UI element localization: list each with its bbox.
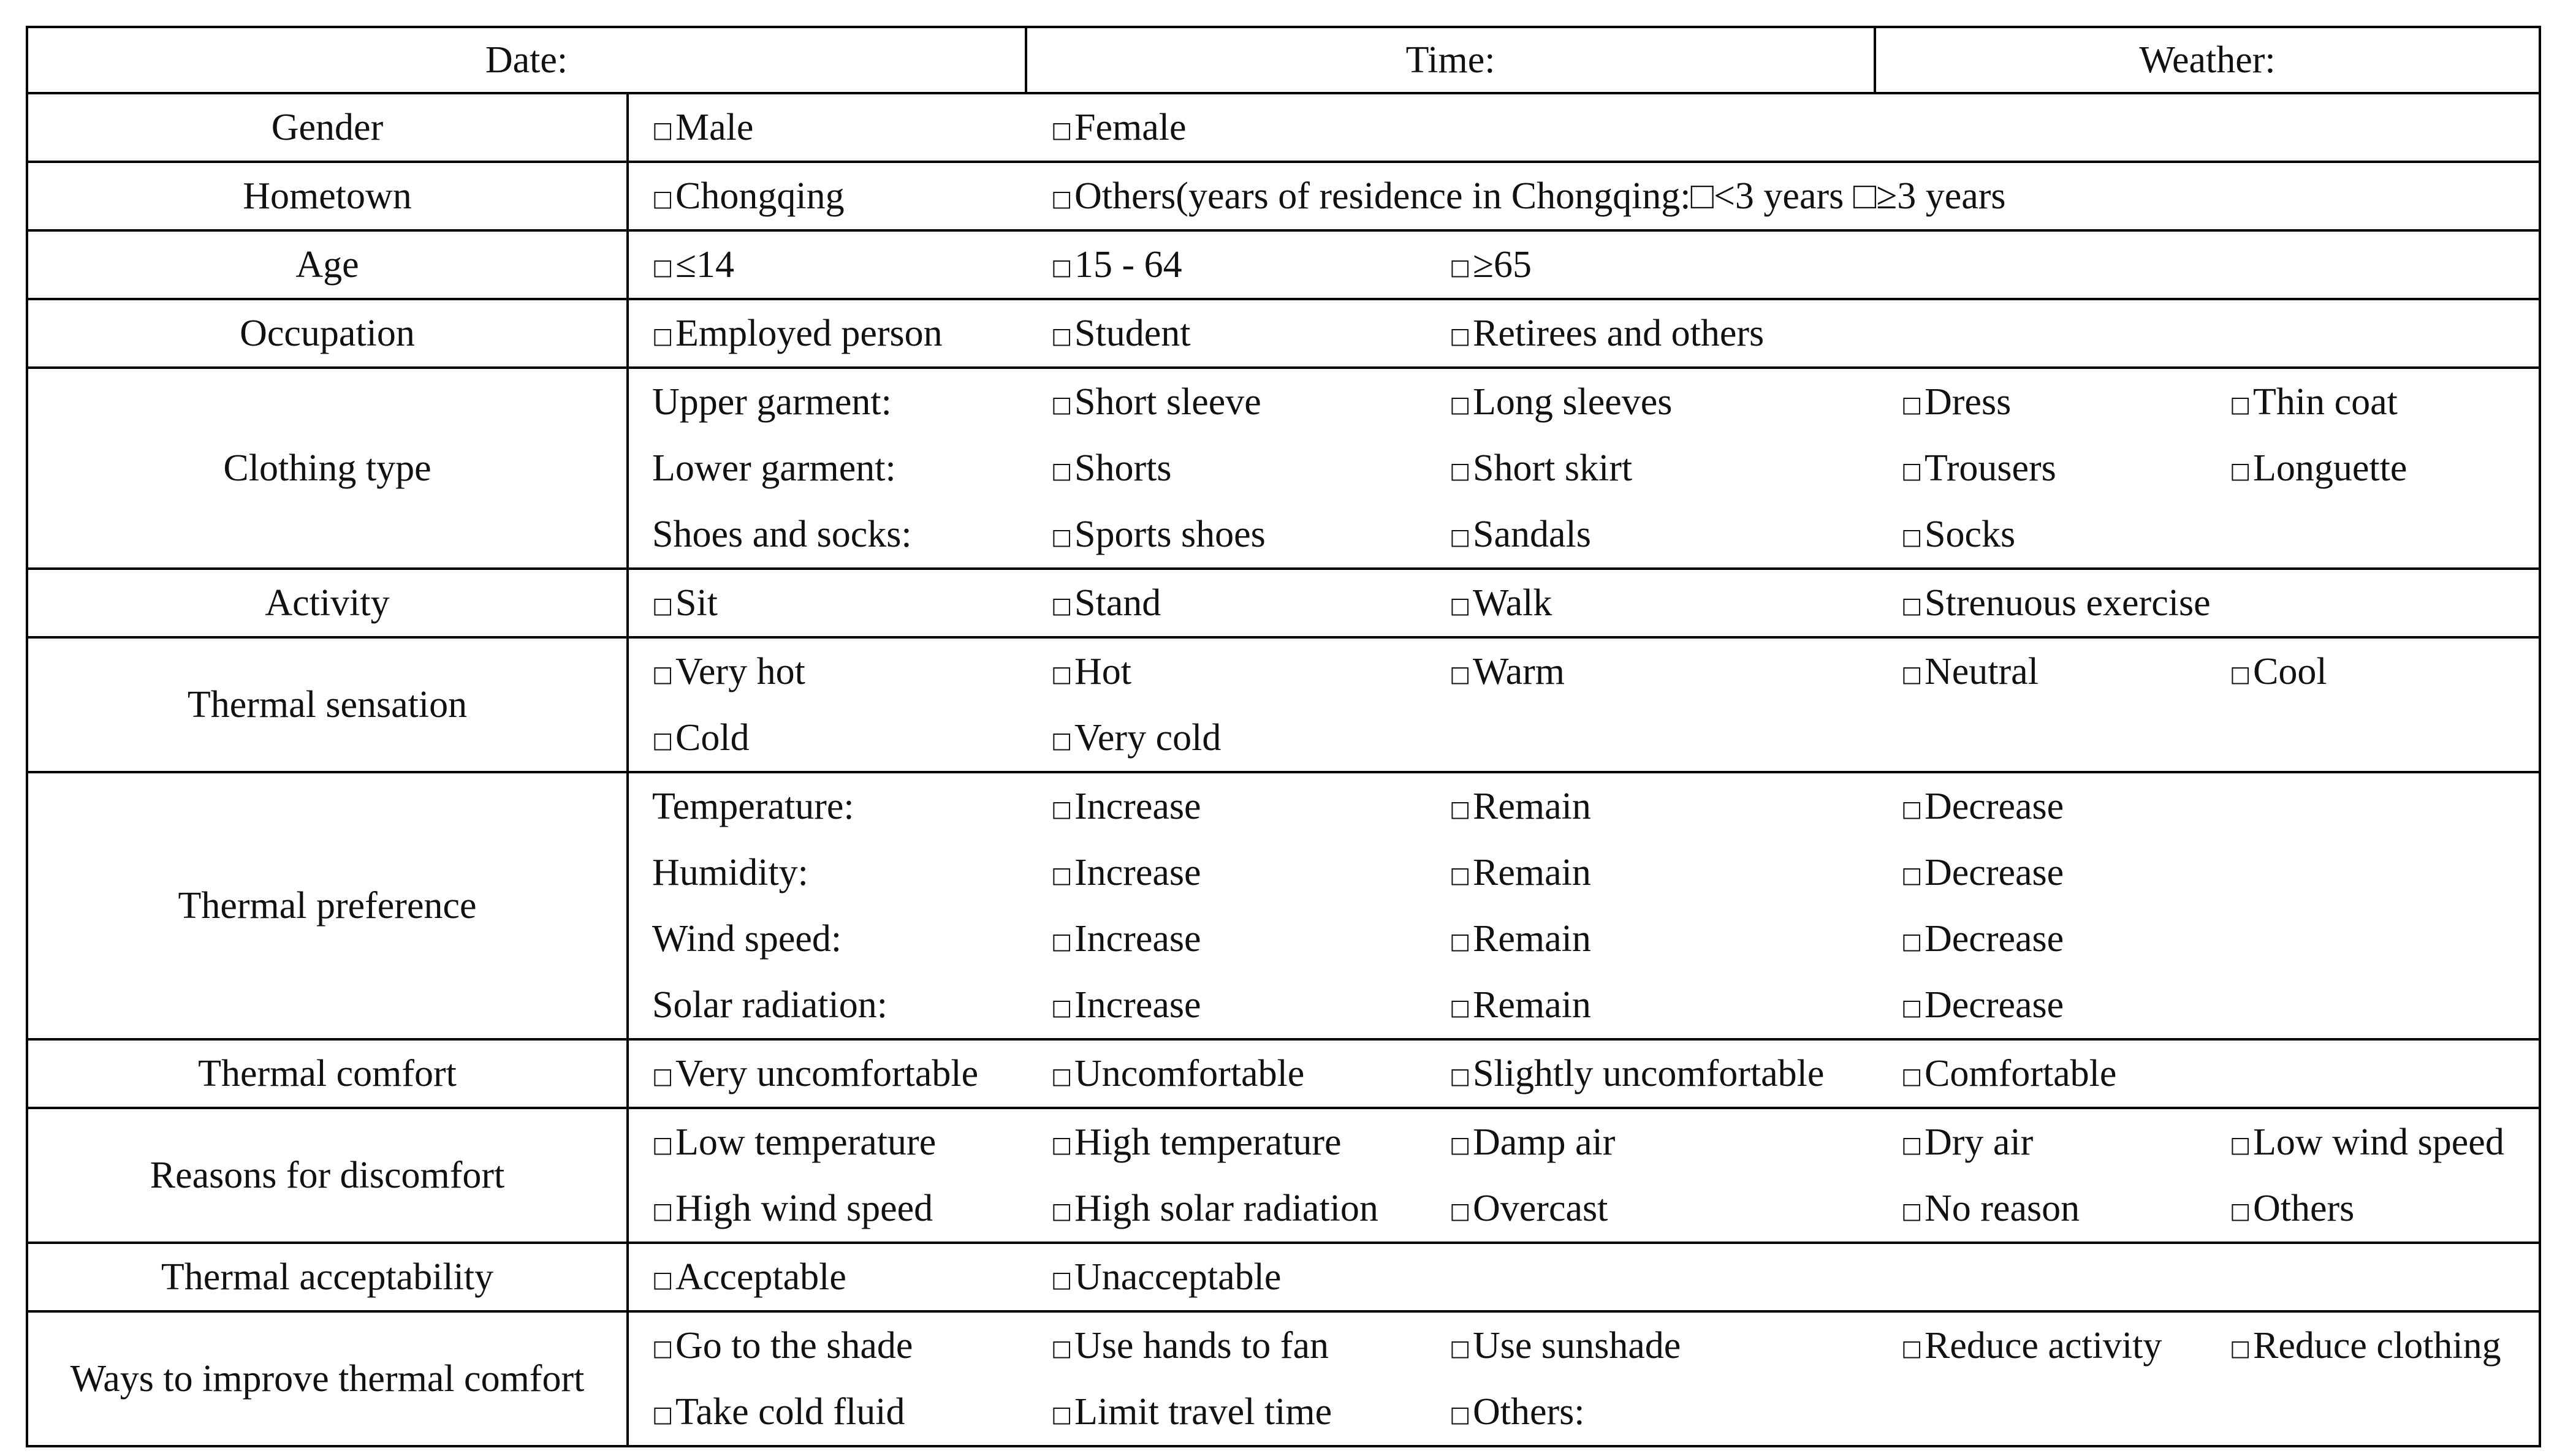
option-label: Cool (2253, 650, 2327, 692)
checkbox-option[interactable] (1878, 1187, 2206, 1230)
checkbox-option[interactable] (1028, 785, 1426, 828)
checkbox-option[interactable] (1028, 1324, 1426, 1368)
options-cell (628, 368, 2540, 569)
checkbox-icon[interactable]: □ (652, 1335, 674, 1361)
checkbox-option[interactable] (1028, 917, 1426, 961)
option-label: Sandals (1473, 513, 1591, 555)
checkbox-option[interactable] (1028, 447, 1426, 490)
checkbox-option[interactable] (2206, 447, 2535, 490)
checkbox-option[interactable] (1878, 917, 2206, 961)
checkbox-option[interactable] (629, 1390, 1028, 1434)
sub-question-text: Solar radiation: (652, 984, 887, 1026)
option-label: Comfortable (1925, 1052, 2117, 1094)
checkbox-icon[interactable]: □ (652, 1267, 674, 1292)
checkbox-option[interactable] (1426, 1324, 1878, 1368)
sub-question-label (629, 785, 1028, 828)
question-label: Thermal sensation (27, 637, 628, 772)
checkbox-icon[interactable]: □ (1450, 1335, 1471, 1361)
checkbox-icon[interactable]: □ (1450, 1132, 1471, 1158)
checkbox-option[interactable] (1878, 650, 2206, 694)
checkbox-option[interactable] (629, 1052, 1028, 1096)
checkbox-icon[interactable]: □ (1051, 862, 1073, 888)
checkbox-icon[interactable]: □ (1051, 995, 1073, 1020)
checkbox-option[interactable] (2206, 1324, 2535, 1368)
checkbox-option[interactable] (1028, 175, 2535, 218)
checkbox-option[interactable] (1878, 513, 2206, 556)
checkbox-icon[interactable]: □ (1901, 593, 1923, 618)
options-line (629, 1244, 2539, 1310)
question-label: Age (27, 230, 628, 299)
checkbox-icon[interactable]: □ (1901, 1198, 1923, 1224)
checkbox-icon[interactable]: □ (1051, 458, 1073, 483)
option-label: Employed person (675, 312, 943, 354)
checkbox-option[interactable] (1028, 243, 1426, 287)
checkbox-option[interactable] (1878, 851, 2206, 895)
sub-question-text: Lower garment: (652, 447, 896, 489)
checkbox-icon[interactable]: □ (652, 1063, 674, 1089)
option-label: High wind speed (675, 1187, 933, 1229)
checkbox-option[interactable] (1878, 582, 2535, 625)
question-row (27, 772, 2540, 1039)
options-line (629, 1175, 2539, 1242)
question-row (27, 93, 2540, 162)
option-label: Take cold fluid (675, 1390, 905, 1433)
option-label: High temperature (1074, 1121, 1342, 1163)
options-line (629, 906, 2539, 972)
option-label: Short sleeve (1074, 381, 1261, 423)
option-label: Overcast (1473, 1187, 1608, 1229)
checkbox-icon[interactable]: □ (1450, 254, 1471, 280)
checkbox-icon[interactable]: □ (1051, 928, 1073, 954)
option-label: Student (1074, 312, 1191, 354)
checkbox-icon[interactable]: □ (1901, 995, 1923, 1020)
question-label: Thermal comfort (27, 1039, 628, 1108)
option-label: Others (2253, 1187, 2355, 1229)
options-line (629, 639, 2539, 705)
option-label: Decrease (1925, 851, 2064, 893)
checkbox-icon[interactable]: □ (2230, 392, 2251, 417)
question-label: Occupation (27, 299, 628, 368)
options-line (629, 369, 2539, 435)
checkbox-option[interactable] (629, 312, 1028, 355)
checkbox-icon[interactable]: □ (1051, 117, 1073, 143)
checkbox-option[interactable] (2206, 1121, 2535, 1164)
option-label: Dress (1925, 381, 2012, 423)
option-label: Cold (675, 716, 750, 759)
checkbox-option[interactable] (1028, 513, 1426, 556)
checkbox-icon[interactable]: □ (1901, 796, 1923, 822)
checkbox-option[interactable] (629, 716, 1028, 760)
option-label: Sit (675, 582, 718, 624)
checkbox-option[interactable] (1426, 1187, 1878, 1230)
option-label: Short skirt (1473, 447, 1633, 489)
checkbox-icon[interactable]: □ (652, 593, 674, 618)
checkbox-icon[interactable]: □ (1051, 796, 1073, 822)
checkbox-option[interactable] (1426, 1121, 1878, 1164)
checkbox-icon[interactable]: □ (1450, 1401, 1471, 1427)
checkbox-icon[interactable]: □ (1051, 323, 1073, 349)
checkbox-icon[interactable]: □ (1450, 862, 1471, 888)
sub-question-label (629, 513, 1028, 556)
checkbox-icon[interactable]: □ (1051, 661, 1073, 687)
option-label: Reduce activity (1925, 1324, 2162, 1367)
checkbox-option[interactable] (1426, 984, 1878, 1027)
sub-question-label (629, 381, 1028, 424)
checkbox-icon[interactable]: □ (652, 1198, 674, 1224)
checkbox-option[interactable] (1878, 1121, 2206, 1164)
options-cell (628, 162, 2540, 230)
options-cell (628, 637, 2540, 772)
question-label: Thermal preference (27, 772, 628, 1039)
checkbox-option[interactable] (1426, 582, 1878, 625)
checkbox-option[interactable] (1878, 381, 2206, 424)
options-line (629, 232, 2539, 298)
option-label: Strenuous exercise (1925, 582, 2211, 624)
option-label: ≥65 (1473, 243, 1532, 286)
option-label: ≤14 (675, 243, 735, 286)
checkbox-icon[interactable]: □ (1901, 862, 1923, 888)
sub-question-text: Upper garment: (652, 381, 892, 423)
checkbox-option[interactable] (1426, 1390, 1878, 1434)
checkbox-icon[interactable]: □ (2230, 1132, 2251, 1158)
question-label: Hometown (27, 162, 628, 230)
option-label: High solar radiation (1074, 1187, 1378, 1229)
option-label: Socks (1925, 513, 2016, 555)
checkbox-icon[interactable]: □ (1051, 1401, 1073, 1427)
checkbox-icon[interactable]: □ (1901, 458, 1923, 483)
question-row (27, 1039, 2540, 1108)
option-label: Longuette (2253, 447, 2407, 489)
checkbox-icon[interactable]: □ (652, 661, 674, 687)
checkbox-option[interactable] (1878, 984, 2206, 1027)
checkbox-option[interactable] (629, 106, 1028, 150)
checkbox-icon[interactable]: □ (1051, 1132, 1073, 1158)
checkbox-icon[interactable]: □ (652, 186, 674, 211)
option-label: Decrease (1925, 984, 2064, 1026)
question-row (27, 1311, 2540, 1446)
option-label: Increase (1074, 851, 1201, 893)
questionnaire-table (26, 26, 2541, 1447)
checkbox-icon[interactable]: □ (1450, 995, 1471, 1020)
question-row (27, 569, 2540, 637)
option-label: Go to the shade (675, 1324, 913, 1367)
checkbox-option[interactable] (2206, 1187, 2535, 1230)
options-cell (628, 93, 2540, 162)
option-label: Long sleeves (1473, 381, 1673, 423)
option-label: Stand (1074, 582, 1161, 624)
checkbox-option[interactable] (1426, 851, 1878, 895)
options-line (629, 300, 2539, 366)
option-label: Decrease (1925, 917, 2064, 960)
checkbox-option[interactable] (1028, 1256, 1426, 1299)
options-cell (628, 1108, 2540, 1243)
checkbox-option[interactable] (1878, 785, 2206, 828)
option-label: Reduce clothing (2253, 1324, 2501, 1367)
sub-question-text: Humidity: (652, 851, 808, 893)
option-label: Sports shoes (1074, 513, 1266, 555)
checkbox-icon[interactable]: □ (1901, 1132, 1923, 1158)
checkbox-icon[interactable]: □ (652, 1401, 674, 1427)
options-line (629, 570, 2539, 636)
checkbox-icon[interactable]: □ (1901, 524, 1923, 550)
option-label: Slightly uncomfortable (1473, 1052, 1825, 1094)
checkbox-option[interactable] (1028, 851, 1426, 895)
option-label: Dry air (1925, 1121, 2034, 1163)
option-label: Retirees and others (1473, 312, 1765, 354)
checkbox-option[interactable] (1028, 1052, 1426, 1096)
option-label: Chongqing (675, 175, 845, 217)
checkbox-icon[interactable]: □ (652, 727, 674, 753)
sub-question-label (629, 447, 1028, 490)
checkbox-option[interactable] (1028, 716, 1426, 760)
checkbox-option[interactable] (1878, 447, 2206, 490)
question-row (27, 637, 2540, 772)
question-label: Thermal acceptability (27, 1243, 628, 1311)
checkbox-icon[interactable]: □ (1051, 727, 1073, 753)
checkbox-icon[interactable]: □ (1901, 661, 1923, 687)
sub-question-text: Wind speed: (652, 917, 842, 960)
checkbox-icon[interactable]: □ (1051, 392, 1073, 417)
checkbox-icon[interactable]: □ (652, 254, 674, 280)
time-field[interactable]: Time: (1026, 27, 1875, 93)
checkbox-option[interactable] (629, 1121, 1028, 1164)
checkbox-icon[interactable]: □ (2230, 661, 2251, 687)
options-line (629, 705, 2539, 771)
checkbox-icon[interactable]: □ (1450, 928, 1471, 954)
options-cell (628, 772, 2540, 1039)
options-line (629, 840, 2539, 906)
checkbox-option[interactable] (2206, 650, 2535, 694)
checkbox-icon[interactable]: □ (1901, 392, 1923, 417)
option-label: Remain (1473, 984, 1591, 1026)
option-label: Walk (1473, 582, 1552, 624)
option-label: Acceptable (675, 1256, 846, 1298)
checkbox-icon[interactable]: □ (1450, 661, 1471, 687)
option-label: Very hot (675, 650, 805, 692)
checkbox-icon[interactable]: □ (652, 323, 674, 349)
options-line (629, 163, 2539, 229)
checkbox-option[interactable] (629, 1256, 1028, 1299)
option-label: Low wind speed (2253, 1121, 2504, 1163)
question-row (27, 162, 2540, 230)
options-line (629, 1313, 2539, 1379)
option-label: Hot (1074, 650, 1132, 692)
options-line (629, 1379, 2539, 1445)
question-label: Ways to improve thermal comfort (27, 1311, 628, 1446)
checkbox-option[interactable] (2206, 381, 2535, 424)
checkbox-icon[interactable]: □ (2230, 458, 2251, 483)
checkbox-icon[interactable]: □ (1051, 593, 1073, 618)
checkbox-icon[interactable]: □ (1450, 1063, 1471, 1089)
option-label: No reason (1925, 1187, 2080, 1229)
options-cell (628, 230, 2540, 299)
question-label: Activity (27, 569, 628, 637)
options-cell (628, 299, 2540, 368)
options-cell (628, 1243, 2540, 1311)
checkbox-option[interactable] (1426, 381, 1878, 424)
checkbox-option[interactable] (1426, 312, 2535, 355)
option-label: Remain (1473, 851, 1591, 893)
option-label: Thin coat (2253, 381, 2398, 423)
checkbox-icon[interactable]: □ (1450, 1198, 1471, 1224)
checkbox-icon[interactable]: □ (1051, 186, 1073, 211)
checkbox-icon[interactable]: □ (1901, 1063, 1923, 1089)
option-label: Increase (1074, 917, 1201, 960)
option-label: Male (675, 106, 754, 148)
option-label: Others(years of residence in Chongqing:□<3 years □≥3 years (1074, 175, 2006, 217)
checkbox-option[interactable] (1426, 243, 1878, 287)
checkbox-icon[interactable]: □ (652, 1132, 674, 1158)
options-cell (628, 1311, 2540, 1446)
question-label: Reasons for discomfort (27, 1108, 628, 1243)
option-label: Neutral (1925, 650, 2039, 692)
question-row (27, 299, 2540, 368)
sub-question-text: Temperature: (652, 785, 854, 827)
options-line (629, 435, 2539, 501)
checkbox-option[interactable] (629, 582, 1028, 625)
checkbox-option[interactable] (1878, 1324, 2206, 1368)
options-line (629, 501, 2539, 567)
sub-question-label (629, 984, 1028, 1027)
checkbox-option[interactable] (1028, 1390, 1426, 1434)
question-row (27, 1243, 2540, 1311)
option-label: Shorts (1074, 447, 1172, 489)
checkbox-option[interactable] (1426, 650, 1878, 694)
checkbox-option[interactable] (1878, 1052, 2206, 1096)
option-label: Very uncomfortable (675, 1052, 979, 1094)
checkbox-icon[interactable]: □ (1901, 1335, 1923, 1361)
sub-question-text: Shoes and socks: (652, 513, 912, 555)
option-label: Others: (1473, 1390, 1585, 1433)
option-label: Trousers (1925, 447, 2056, 489)
option-label: 15 - 64 (1074, 243, 1182, 286)
checkbox-icon[interactable]: □ (1450, 524, 1471, 550)
options-line (629, 972, 2539, 1038)
checkbox-icon[interactable]: □ (1450, 458, 1471, 483)
checkbox-option[interactable] (1028, 582, 1426, 625)
option-label: Use sunshade (1473, 1324, 1681, 1367)
header-row (27, 27, 2540, 93)
checkbox-icon[interactable]: □ (1051, 254, 1073, 280)
checkbox-icon[interactable]: □ (2230, 1198, 2251, 1224)
checkbox-icon[interactable]: □ (1450, 392, 1471, 417)
question-row (27, 1108, 2540, 1243)
checkbox-option[interactable] (1426, 785, 1878, 828)
question-row (27, 368, 2540, 569)
option-label: Low temperature (675, 1121, 937, 1163)
question-label: Clothing type (27, 368, 628, 569)
checkbox-option[interactable] (629, 243, 1028, 287)
options-cell (628, 569, 2540, 637)
option-label: Remain (1473, 917, 1591, 960)
options-line (629, 1041, 2539, 1107)
checkbox-icon[interactable]: □ (1051, 524, 1073, 550)
option-label: Use hands to fan (1074, 1324, 1329, 1367)
checkbox-icon[interactable]: □ (1051, 1335, 1073, 1361)
checkbox-option[interactable] (1028, 1121, 1426, 1164)
checkbox-icon[interactable]: □ (1051, 1267, 1073, 1292)
question-row (27, 230, 2540, 299)
checkbox-icon[interactable]: □ (1450, 593, 1471, 618)
checkbox-icon[interactable]: □ (1051, 1063, 1073, 1089)
option-label: Unacceptable (1074, 1256, 1282, 1298)
options-line (629, 773, 2539, 840)
option-label: Female (1074, 106, 1187, 148)
checkbox-option[interactable] (1028, 381, 1426, 424)
options-line (629, 1109, 2539, 1175)
question-label: Gender (27, 93, 628, 162)
date-field[interactable]: Date: (27, 27, 1026, 93)
checkbox-option[interactable] (1028, 650, 1426, 694)
sub-question-label (629, 851, 1028, 895)
option-label: Damp air (1473, 1121, 1616, 1163)
checkbox-icon[interactable]: □ (1051, 1198, 1073, 1224)
weather-field[interactable]: Weather: (1875, 27, 2540, 93)
sub-question-label (629, 917, 1028, 961)
checkbox-option[interactable] (1028, 984, 1426, 1027)
checkbox-icon[interactable]: □ (652, 117, 674, 143)
checkbox-option[interactable] (1028, 1187, 1426, 1230)
checkbox-option[interactable] (1426, 1052, 1878, 1096)
option-label: Uncomfortable (1074, 1052, 1305, 1094)
options-line (629, 94, 2539, 161)
checkbox-option[interactable] (1426, 447, 1878, 490)
option-label: Decrease (1925, 785, 2064, 827)
checkbox-option[interactable] (1426, 513, 1878, 556)
option-label: Very cold (1074, 716, 1222, 759)
checkbox-option[interactable] (629, 1187, 1028, 1230)
option-label: Limit travel time (1074, 1390, 1332, 1433)
checkbox-option[interactable] (1426, 917, 1878, 961)
option-label: Remain (1473, 785, 1591, 827)
checkbox-option[interactable] (1028, 312, 1426, 355)
checkbox-icon[interactable]: □ (1450, 323, 1471, 349)
checkbox-option[interactable] (629, 175, 1028, 218)
option-label: Increase (1074, 785, 1201, 827)
checkbox-option[interactable] (629, 650, 1028, 694)
checkbox-option[interactable] (629, 1324, 1028, 1368)
option-label: Warm (1473, 650, 1565, 692)
checkbox-option[interactable] (1028, 106, 1426, 150)
options-cell (628, 1039, 2540, 1108)
checkbox-icon[interactable]: □ (2230, 1335, 2251, 1361)
option-label: Increase (1074, 984, 1201, 1026)
checkbox-icon[interactable]: □ (1450, 796, 1471, 822)
checkbox-icon[interactable]: □ (1901, 928, 1923, 954)
